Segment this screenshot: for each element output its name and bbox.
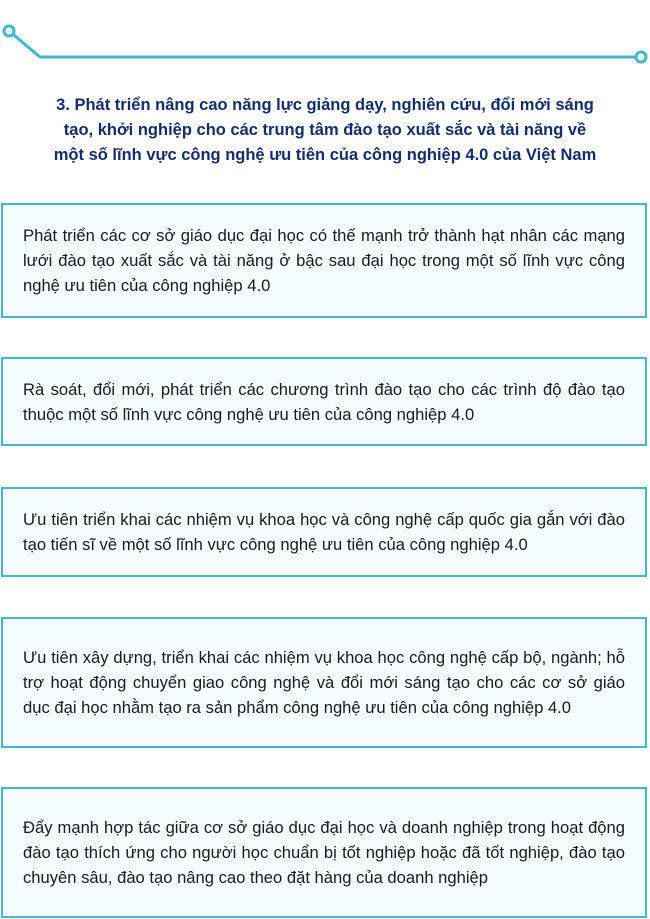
info-card-text: Đẩy mạnh hợp tác giữa cơ sở giáo dục đại học và doanh nghiệp trong hoạt động đào tạo thích ứng cho người học chuẩn bị tốt nghiệp hoặc đã tốt nghiệp, đào tạo chuyên sâu, đào tạo nâng cao theo đặt hàng của doanh nghiệp (23, 818, 625, 887)
connector-line-decoration (0, 0, 650, 70)
info-card (1, 203, 647, 318)
info-card (1, 487, 647, 577)
info-card-text: Ưu tiên xây dựng, triển khai các nhiệm vụ khoa học công nghệ cấp bộ, ngành; hỗ trợ hoạt động chuyển giao công nghệ và đổi mới sáng tạo cho các cơ sở giáo dục đại học nhằm tạo ra sản phẩm công nghệ ưu tiên của công nghiệp 4.0 (23, 648, 625, 717)
info-card-text: Phát triển các cơ sở giáo dục đại học có thế mạnh trở thành hạt nhân các mạng lưới đào tạo xuất sắc và tài năng ở bậc sau đại học trong một số lĩnh vực công nghệ ưu tiên của công nghiệp 4.0 (23, 226, 625, 295)
info-card (1, 357, 647, 446)
section-title: 3. Phát triển nâng cao năng lực giảng dạy, nghiên cứu, đổi mới sáng tạo, khởi nghiệp cho các trung tâm đào tạo xuất sắc và tài năng về một số lĩnh vực công nghệ ưu tiên của công nghiệp 4.0 của Việt Nam (53, 96, 597, 164)
info-card-text: Ưu tiên triển khai các nhiệm vụ khoa học và công nghệ cấp quốc gia gắn với đào tạo tiến sĩ về một số lĩnh vực công nghệ ưu tiên của công nghiệp 4.0 (23, 510, 625, 554)
connector-end-dot (636, 52, 646, 62)
info-card (1, 617, 647, 748)
connector-start-dot (4, 26, 14, 36)
info-card-text: Rà soát, đổi mới, phát triển các chương trình đào tạo cho các trình độ đào tạo thuộc một số lĩnh vực công nghệ ưu tiên của công nghiệp 4.0 (23, 379, 625, 424)
info-card (1, 787, 647, 918)
